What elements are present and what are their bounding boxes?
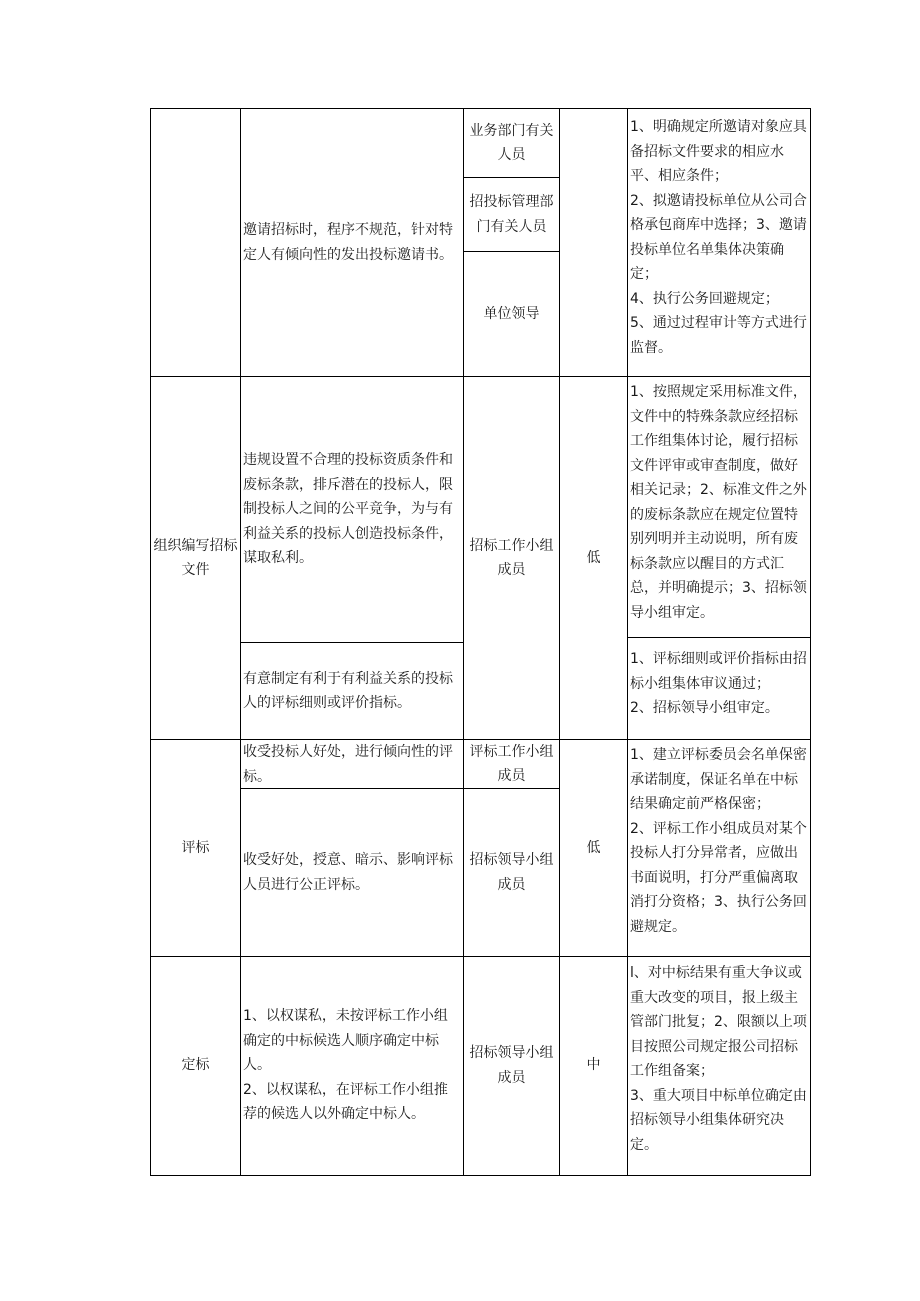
stage-cell: 定标: [181, 1057, 210, 1074]
measure-cell: 1、评标细则或评价指标由招标小组集体审议通过； 2、招标领导小组审定。: [630, 651, 807, 716]
sub-divider: [628, 637, 811, 638]
stage-cell: 组织编写招标文件: [153, 537, 238, 578]
measure-cell: 1、建立评标委员会名单保密承诺制度，保证名单在中标结果确定前严格保密； 2、评标工作小组成员对某个投标人打分异常者，应做出书面说明，打分严重偏离取消打分资格；3、执行公务回避规定。: [630, 747, 807, 935]
responsible-cell: 招投标管理部门有关人员: [469, 194, 554, 235]
border-line: [810, 955, 811, 1176]
measure-cell: l、对中标结果有重大争议或重大改变的项目，报上级主管部门批复；2、限额以上项目按照公司规定报公司招标工作组备案； 3、重大项目中标单位确定由招标领导小组集体研究决定。: [630, 965, 807, 1153]
measure-cell: 1、按照规定采用标准文件，文件中的特殊条款应经招标工作组集体讨论，履行招标文件评审或审查制度，做好相关记录；2、标准文件之外的废标条款应在规定位置特别列明并主动说明，所有废标条款应以醒目的方式汇总，并明确提示；3、招标领导小组审定。: [630, 384, 807, 621]
stage-cell: 评标: [181, 839, 210, 856]
risk-cell: 有意制定有利于有利益关系的投标人的评标细则或评价指标。: [243, 670, 453, 711]
risk-cell: 收受好处，授意、暗示、影响评标人员进行公正评标。: [243, 852, 453, 893]
risk-cell: 1、以权谋私，未按评标工作小组确定的中标候选人顺序确定中标人。 2、以权谋私，在评标工作小组推荐的候选人以外确定中标人。: [243, 1008, 448, 1123]
risk-cell: 收受投标人好处，进行倾向性的评标。: [243, 744, 453, 785]
responsible-cell: 招标领导小组成员: [469, 1045, 554, 1086]
responsible-cell: 招标领导小组成员: [469, 852, 554, 893]
responsible-cell: 招标工作小组成员: [469, 537, 554, 578]
risk-control-table-row4: [150, 955, 811, 1176]
level-cell: 低: [586, 549, 601, 566]
responsible-cell: 评标工作小组成员: [469, 743, 554, 784]
border-line: [810, 108, 811, 956]
responsible-cell: 单位领导: [483, 305, 540, 322]
level-cell: 低: [586, 839, 601, 856]
responsible-cell: 业务部门有关人员: [469, 122, 554, 163]
risk-cell: 违规设置不合理的投标资质条件和废标条款，排斥潜在的投标人，限制投标人之间的公平竞争，为与有利益关系的投标人创造投标条件，谋取私利。: [243, 452, 453, 567]
risk-cell: 邀请招标时，程序不规范，针对特定人有倾向性的发出投标邀请书。: [243, 222, 453, 263]
level-cell: 中: [586, 1057, 601, 1074]
risk-control-table: [150, 108, 811, 956]
measure-cell: 1、明确规定所邀请对象应具备招标文件要求的相应水平、相应条件； 2、拟邀请投标单位从公司合格承包商库中选择；3、邀请投标单位名单集体决策确定； 4、执行公务回避规定； 5、通过过程审计等方式进行监督。: [630, 119, 807, 356]
border-line: [150, 1175, 811, 1176]
